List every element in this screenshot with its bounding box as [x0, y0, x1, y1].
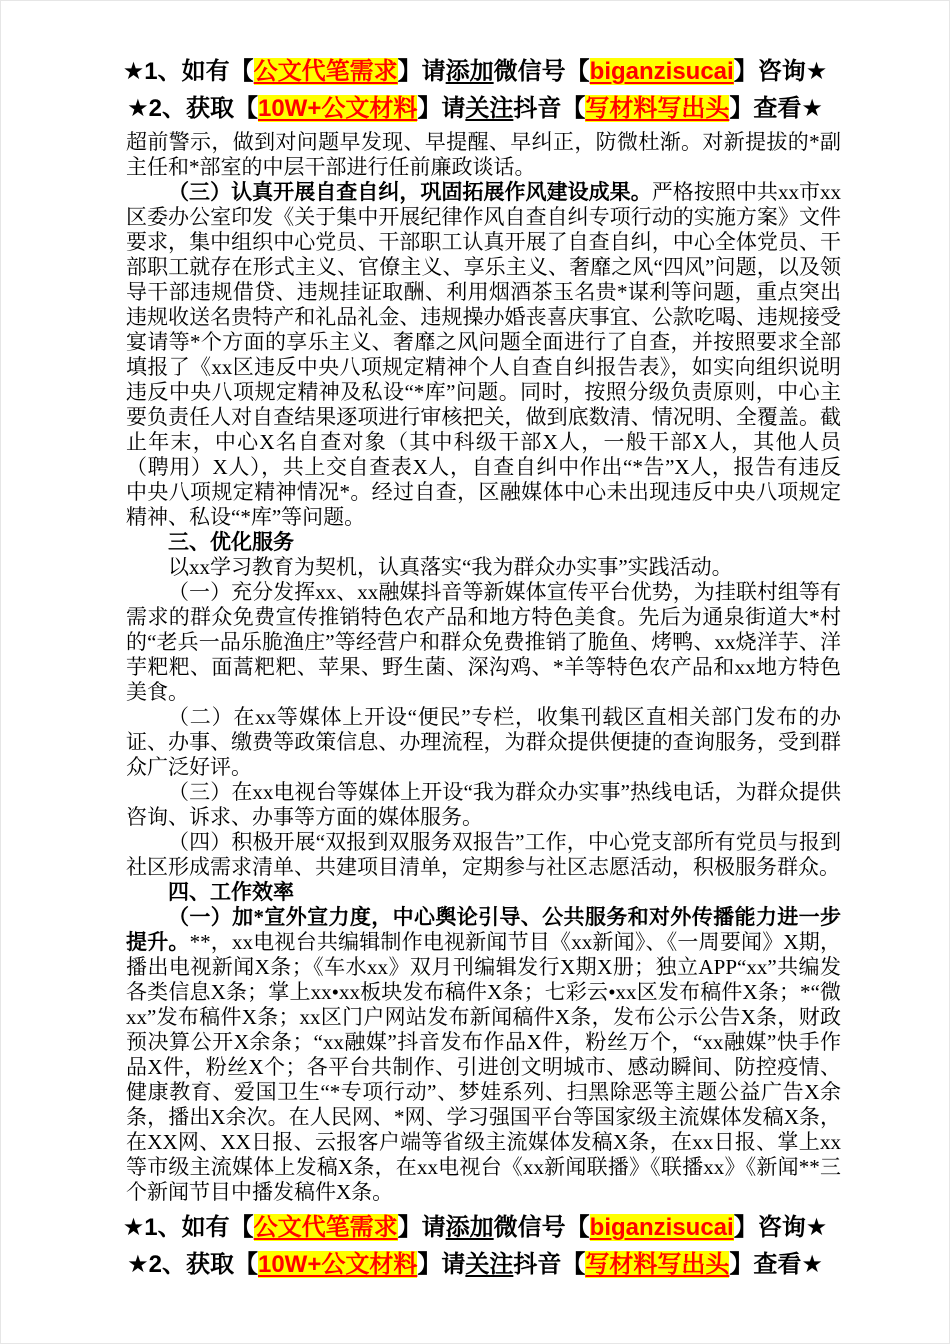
heading-optimize-services	[126, 530, 841, 555]
para-item-1-media-promotion	[126, 580, 841, 705]
text-segment: 添加	[445, 58, 494, 85]
text-segment: 添加	[445, 1214, 494, 1241]
text-segment: （一）加*宣外宣力度，中心舆论引导、公共服务和对外传播能力进一步提升。	[126, 905, 841, 954]
text-segment: 公文代笔需求	[253, 1214, 398, 1241]
text-segment: biganzisucai	[589, 1214, 734, 1241]
text-segment: 】请	[417, 95, 466, 122]
promo-header-line-2	[1, 90, 949, 127]
text-segment: 三、优化服务	[168, 530, 294, 554]
para-publicity-output	[126, 905, 841, 1205]
text-segment: （三）在xx电视台等媒体上开设“我为群众办实事”热线电话，为群众提供咨询、诉求、办事等方面的媒体服务。	[126, 780, 841, 829]
text-segment: ★1、如有【	[122, 1214, 254, 1241]
text-segment: 超前警示，做到对问题早发现、早提醒、早纠正，防微杜渐。对新提拔的*副主任和*部室的中层干部进行任前廉政谈话。	[126, 130, 841, 179]
text-segment: 】查看★	[729, 95, 823, 122]
promo-header-line-1	[1, 53, 949, 90]
text-segment: （四）积极开展“双报到双服务双报告”工作，中心党支部所有党员与报到社区形成需求清单、共建项目清单，定期参与社区志愿活动，积极服务群众。	[126, 830, 841, 879]
text-segment: 】请	[417, 1251, 466, 1278]
text-segment: 】请	[397, 58, 446, 85]
text-segment: ★1、如有【	[122, 58, 254, 85]
text-segment: 写材料写出头	[585, 1251, 730, 1278]
text-segment: 】咨询★	[733, 1214, 828, 1241]
text-segment: 10W+公文材料	[257, 95, 418, 122]
promo-footer	[1, 1209, 949, 1283]
text-segment: **，xx电视台共编辑制作电视新闻节目《xx新闻》、《一周要闻》X期，播出电视新闻X条；《车水xx》双月刊编辑发行X期X册；独立APP“xx”共编发各类信息X条；掌上xx•xx板块发布稿件X条；七彩云•xx区发布稿件X条；*“微xx”发布稿件X条；xx区门户网站发布新闻稿件X条，发布公示公告X条，财政预决算公开X余条；“xx融媒”抖音发布作品X件，粉丝万个，“xx融媒”快手作品X件，粉丝X个；各平台共制作、引进创文明城市、感动瞬间、防控疫情、健康教育、爱国卫生“*专项行动”、梦娃系列、扫黑除恶等主题公益广告X余条，播出X余次。在人民网、*网、学习强国平台等国家级主流媒体发稿X条，在XX网、XX日报、云报客户端等省级主流媒体发稿X条，在xx日报、掌上xx等市级主流媒体上发稿X条，在xx电视台《xx新闻联播》《联播xx》《新闻**三个新闻节目中播发稿件X条。	[126, 930, 841, 1204]
text-segment: biganzisucai	[589, 58, 734, 85]
text-segment: （三）认真开展自查自纠，巩固拓展作风建设成果。	[168, 180, 652, 204]
text-segment: 】请	[397, 1214, 446, 1241]
text-segment: 抖音【	[513, 95, 586, 122]
text-segment: 写材料写出头	[585, 95, 730, 122]
text-segment: 四、工作效率	[168, 880, 294, 904]
text-segment: 抖音【	[513, 1251, 586, 1278]
text-segment: 】咨询★	[733, 58, 828, 85]
para-item-4-community-service	[126, 830, 841, 880]
text-segment: 关注	[465, 95, 514, 122]
text-segment: （二）在xx等媒体上开设“便民”专栏，收集刊载区直相关部门发布的办证、办事、缴费等政策信息、办理流程，为群众提供便捷的查询服务，受到群众广泛好评。	[126, 705, 841, 779]
promo-footer-line-2	[1, 1246, 949, 1283]
text-segment: 微信号【	[493, 58, 590, 85]
text-segment: 严格按照中共xx市xx区委办公室印发《关于集中开展纪律作风自查自纠专项行动的实施方案》文件要求，集中组织中心党员、干部职工认真开展了自查自纠，中心全体党员、干部职工就存在形式主义、官僚主义、享乐主义、奢靡之风“四风”问题，以及领导干部违规借贷、违规挂证取酬、利用烟酒茶玉名贵*谋利等问题，重点突出违规收送名贵特产和礼品礼金、违规操办婚丧喜庆事宜、公款吃喝、违规接受宴请等*个方面的享乐主义、奢靡之风问题全面进行了自查，并按照要求全部填报了《xx区违反中央八项规定精神个人自查自纠报告表》，如实向组织说明违反中央八项规定精神及私设“*库”问题。同时，按照分级负责原则，中心主要负责任人对自查结果逐项进行审核把关，做到底数清、情况明、全覆盖。截止年末，中心X名自查对象（其中科级干部X人，一般干部X人，其他人员（聘用）X人），共上交自查表X人，自查自纠中作出“*告”X人，报告有违反中央八项规定精神情况*。经过自查，区融媒体中心未出现违反中央八项规定精神、私设“*库”等问题。	[126, 180, 842, 529]
promo-header	[1, 1, 949, 127]
text-segment: 10W+公文材料	[257, 1251, 418, 1278]
para-item-3-hotline	[126, 780, 841, 830]
heading-work-efficiency	[126, 880, 841, 905]
promo-footer-line-1	[1, 1209, 949, 1246]
text-segment: ★2、获取【	[127, 95, 258, 122]
text-segment: 微信号【	[493, 1214, 590, 1241]
text-segment: 】查看★	[729, 1251, 823, 1278]
text-segment: ★2、获取【	[127, 1251, 258, 1278]
text-segment: 关注	[465, 1251, 514, 1278]
para-item-2-convenience-column	[126, 705, 841, 780]
text-segment: 以xx学习教育为契机，认真落实“我为群众办实事”实践活动。	[168, 555, 733, 579]
para-self-inspection	[126, 180, 841, 530]
document-body	[126, 130, 841, 1205]
text-segment: （一）充分发挥xx、xx融媒抖音等新媒体宣传平台优势，为挂联村组等有需求的群众免费宣传推销特色农产品和地方特色美食。先后为通泉街道大*村的“老兵一品乐脆渔庄”等经营户和群众免费推销了脆鱼、烤鸭、xx烧洋芋、洋芋粑粑、面蒿粑粑、苹果、野生菌、深沟鸡、*羊等特色农产品和xx地方特色美食。	[126, 580, 841, 704]
para-practice-activity	[126, 555, 841, 580]
text-segment: 公文代笔需求	[253, 58, 398, 85]
para-carryover	[126, 130, 841, 180]
